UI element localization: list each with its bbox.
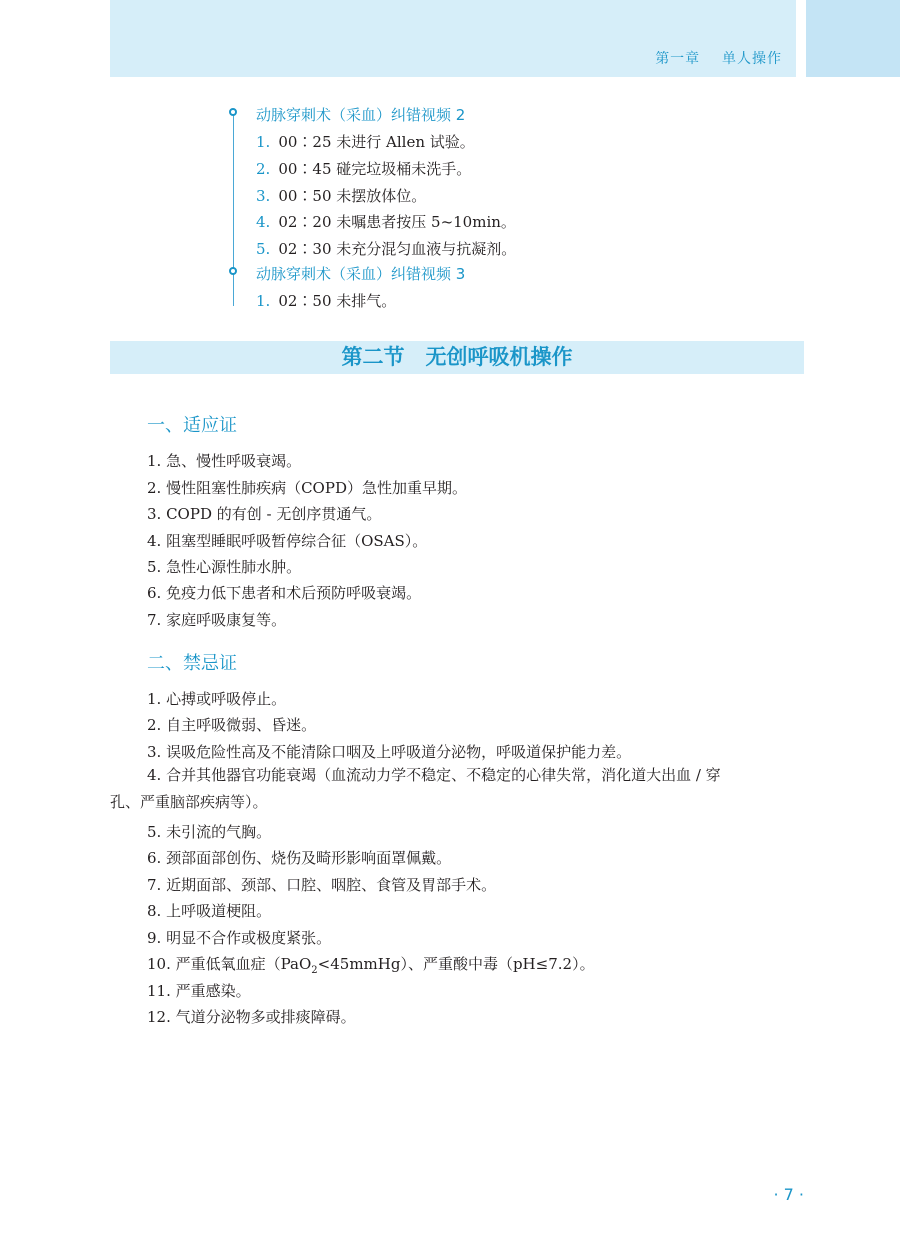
header-tab xyxy=(806,0,900,77)
list-item: 7. 家庭呼吸康复等。 xyxy=(147,611,287,629)
timeline-line xyxy=(233,110,234,306)
chapter-title: 单人操作 xyxy=(722,51,782,67)
list-item: 4. 阻塞型睡眠呼吸暂停综合征（OSAS）。 xyxy=(147,532,428,550)
list-item: 2. 自主呼吸微弱、昏迷。 xyxy=(147,716,317,734)
video-item: 1. 02∶50 未排气。 xyxy=(256,292,397,310)
list-item: 8. 上呼吸道梗阻。 xyxy=(147,902,272,920)
list-item: 5. 未引流的气胸。 xyxy=(147,823,272,841)
video-item: 4. 02∶20 未嘱患者按压 5~10min。 xyxy=(256,213,516,231)
list-item: 11. 严重感染。 xyxy=(147,982,251,1000)
section-title: 第二节 无创呼吸机操作 xyxy=(341,345,573,369)
list-item: 1. 急、慢性呼吸衰竭。 xyxy=(147,452,302,470)
running-header xyxy=(655,48,782,68)
timeline-dot-icon xyxy=(229,108,237,116)
list-item: 10. 严重低氧血症（PaO$_2$<45mmHg）、严重酸中毒（pH≤7.2）。 xyxy=(147,955,595,976)
video-item: 5. 02∶30 未充分混匀血液与抗凝剂。 xyxy=(256,240,517,258)
video-heading: 动脉穿刺术（采血）纠错视频 3 xyxy=(256,265,466,283)
list-item: 12. 气道分泌物多或排痰障碍。 xyxy=(147,1008,356,1026)
page-number: · 7 · xyxy=(773,1185,804,1204)
list-item xyxy=(110,762,807,816)
contraindications-heading: 二、禁忌证 xyxy=(147,653,237,674)
video-heading: 动脉穿刺术（采血）纠错视频 2 xyxy=(256,106,466,124)
list-item-line: 4. 合并其他器官功能衰竭（血流动力学不稳定、不稳定的心律失常，消化道大出血 / 穿 xyxy=(147,766,721,784)
timeline-dot-icon xyxy=(229,267,237,275)
list-item: 5. 急性心源性肺水肿。 xyxy=(147,558,302,576)
indications-heading: 一、适应证 xyxy=(147,415,237,436)
video-item: 3. 00∶50 未摆放体位。 xyxy=(256,187,427,205)
list-item: 7. 近期面部、颈部、口腔、咽腔、食管及胃部手术。 xyxy=(147,876,497,894)
list-item: 1. 心搏或呼吸停止。 xyxy=(147,690,287,708)
list-item-continuation: 孔、严重脑部疾病等）。 xyxy=(110,793,268,811)
chapter-label: 第一章 xyxy=(655,51,701,67)
video-item: 1. 00∶25 未进行 Allen 试验。 xyxy=(256,133,475,151)
list-item: 2. 慢性阻塞性肺疾病（COPD）急性加重早期。 xyxy=(147,479,467,497)
video-item: 2. 00∶45 碰完垃圾桶未洗手。 xyxy=(256,160,472,178)
list-item: 3. 误吸危险性高及不能清除口咽及上呼吸道分泌物，呼吸道保护能力差。 xyxy=(147,743,632,761)
list-item: 6. 颈部面部创伤、烧伤及畸形影响面罩佩戴。 xyxy=(147,849,452,867)
list-item: 3. COPD 的有创 - 无创序贯通气。 xyxy=(147,505,382,523)
list-item: 6. 免疫力低下患者和术后预防呼吸衰竭。 xyxy=(147,584,422,602)
list-item: 9. 明显不合作或极度紧张。 xyxy=(147,929,332,947)
